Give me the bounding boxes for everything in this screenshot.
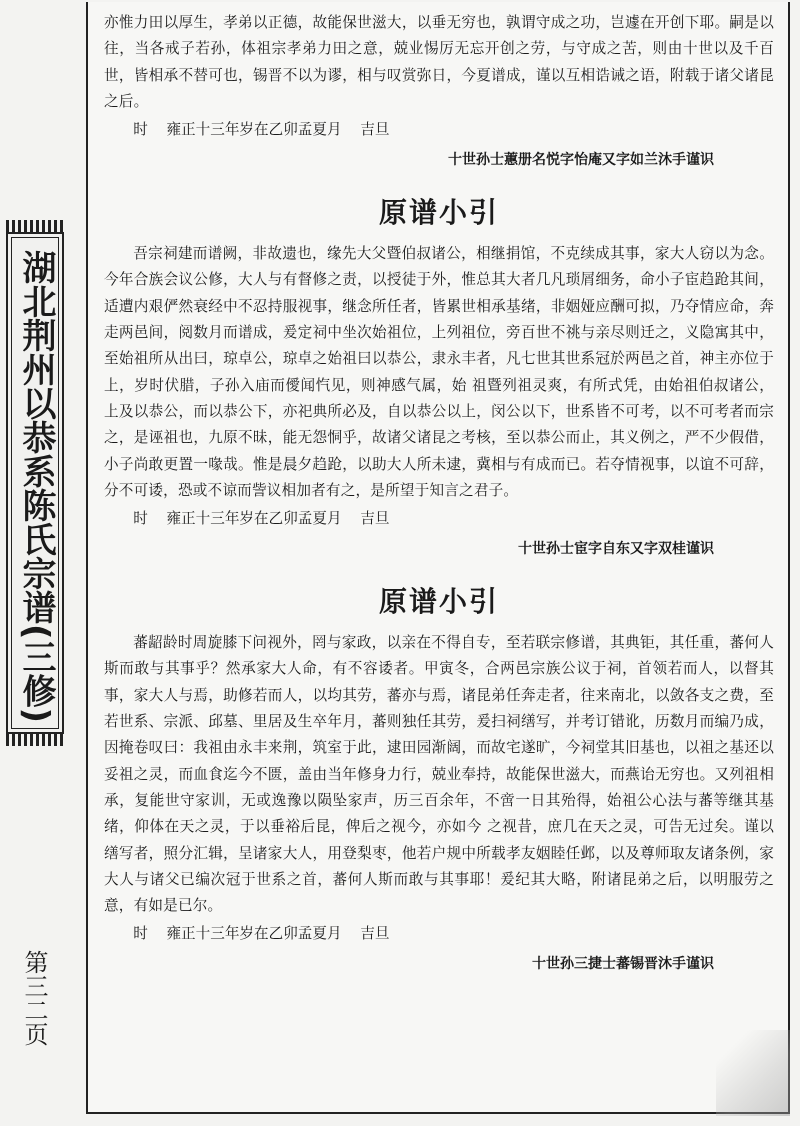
section2-paragraph: 蕃龆龄时周旋膝下问视外，罔与家政，以亲在不得自专，至若联宗修谱，其典钜，其任重，蕃何人斯而敢与其事乎？然承家大人命，有不容诿者。甲寅冬，合两邑宗族公议于祠，首领若而人，以督其事，家大人与焉，助修若而人，以均其劳，蕃亦与焉，诸昆弟任奔走者，往来南北，以敛各支之费，至若世系、宗派、邱墓、里居及生卒年月，蕃则独任其劳，爰扫祠缮写，并考订错讹，历数月而编乃成，因掩卷叹曰：我祖由永丰来荆，筑室于此，逮田园渐阔，而故宅遂旷，今祠堂其旧基也，以祖之基还以妥祖之灵，而血食迄今不匮，盖由当年修身力行，兢业奉持，故能保世滋大，而燕诒无穷也。又列祖相承，复能世守家训，无或逸豫以陨坠家声，历三百余年，不啻一日其殆得，始祖公心法与蕃等继其基绪，仰体在天之灵，于以垂裕后昆，俾后之视今，亦如今 之视昔，庶几在天之灵，可告无过矣。谨以缮写者，照分汇辑，呈诸家大人，用登梨枣，他若户规中所载孝友姻睦任邺，以及尊师取友诸条例，家大人与诸父已编次冠于世系之首，蕃何人斯而敢与其事耶！爰纪其大略，附诸昆弟之后，以明服劳之意，有如是已尔。 (104, 634, 774, 915)
genealogy-book-title: 湖北荆州以恭系陈氏宗谱(三修) (16, 250, 56, 724)
section2-signature: 十世孙三捷士蕃锡晋沐手谨识 (532, 956, 714, 973)
scan-shadow-decoration (716, 1030, 790, 1116)
intro-signature: 十世孙士蕙册名悦字怡庵又字如兰沐手谨识 (448, 152, 714, 169)
date-text: 雍正十三年岁在乙卯孟夏月 (166, 121, 342, 139)
page-content (88, 2, 788, 977)
section2-date-line (104, 921, 774, 947)
banner-bottom-ornament (6, 734, 64, 746)
section2-title: 原谱小引 (378, 585, 499, 619)
section1-paragraph: 吾宗祠建而谱阙，非故遗也，缘先大父暨伯叔诸公，相继捐馆，不克续成其事，家大人窃以为念。今年合族会议公修，大人与有督修之责，以授徒于外，惟总其大者几凡琐屑细务，命小子宦趋跄其间，适遭内艰俨然衰经中不忍持服视事，继念所任者，皆累世相承基绪，非姻娅应酬可拟，乃夺情应命，奔走两邑间，阅数月而谱成，爰定祠中坐次始祖位，上列祖位，旁百世不祧与亲尽则迁之，义隐寓其中，至始祖所从出曰，琼卓公，琼卓之始祖曰以恭公，隶永丰者，凡七世其世系冠於两邑之首，神主亦位于上，岁时伏腊，子孙入庙而僾闻忾见，则神感气属，始 祖暨列祖灵爽，有所式凭，由始祖伯叔诸公，上及以恭公，而以恭公下，亦祀典所必及，自以恭公以上，闵公以下，世系皆不可考，以不可考者而宗之，是诬祖也，九原不昧，能无怨恫乎，故诸父诸昆之考核，至以恭公而止，其义例之，严不少假借，小子尚敢更置一喙哉。惟是晨夕趋跄，以助大人所未逮，冀相与有成而已。若夺情视事，以谊不可辞，分不可诿，恐或不谅而訾议相加者有之，是所望于知言之君子。 (104, 245, 774, 499)
date-prefix: 时 (133, 510, 148, 528)
date-text: 雍正十三年岁在乙卯孟夏月 (166, 510, 342, 528)
date-suffix: 吉旦 (360, 925, 390, 943)
page-frame (86, 2, 790, 1114)
date-prefix: 时 (133, 925, 148, 943)
intro-date-line (104, 117, 774, 143)
date-suffix: 吉旦 (360, 510, 390, 528)
date-prefix: 时 (133, 121, 148, 139)
page-number: 第三二页 (20, 950, 48, 1046)
banner-top-ornament (6, 220, 64, 232)
section1-title: 原谱小引 (378, 196, 499, 230)
date-suffix: 吉旦 (360, 121, 390, 139)
section1-date-line (104, 506, 774, 532)
side-banner (6, 232, 64, 734)
section1-signature: 十世孙士宦字自东又字双桂谨识 (518, 541, 714, 558)
date-text: 雍正十三年岁在乙卯孟夏月 (166, 925, 342, 943)
intro-paragraph: 亦惟力田以厚生，孝弟以正德，故能保世滋大，以垂无穷也，孰谓守成之功，岂遽在开创下耶。嗣是以往，当各戒子若孙，体祖宗孝弟力田之意，兢业惕厉无忘开创之劳，与守成之苦，则由十世以及千百世，皆相承不替可也，锡晋不以为谬，相与叹赏弥日，今夏谱成，谨以互相诰诫之语，附载于诸父诸昆之后。 (104, 14, 774, 110)
